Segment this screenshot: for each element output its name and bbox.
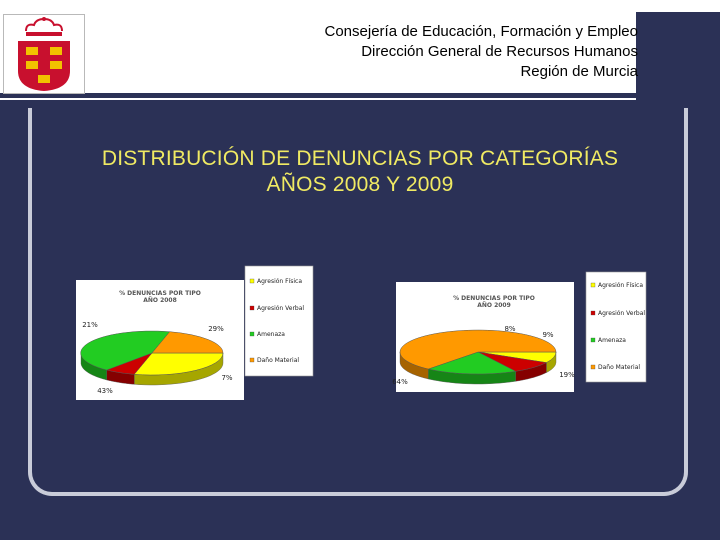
legend-entry: Amenaza — [257, 331, 285, 338]
chart-title: AÑO 2008 — [143, 297, 177, 304]
data-label: 7% — [221, 374, 233, 382]
chart-title: % DENUNCIAS POR TIPO — [453, 295, 535, 302]
legend-swatch — [250, 279, 254, 283]
slide-title-line1: DISTRIBUCIÓN DE DENUNCIAS POR CATEGORÍAS — [101, 147, 619, 170]
legend-entry: Agresión Verbal — [257, 305, 305, 312]
legend-swatch — [591, 311, 595, 315]
legend-swatch — [591, 338, 595, 342]
data-label: 19% — [559, 371, 575, 379]
data-label: 29% — [208, 325, 224, 333]
pie-chart-2008 — [76, 266, 313, 400]
legend-entry: Agresión Física — [598, 282, 643, 289]
data-label: 8% — [504, 325, 516, 333]
header-line-direccion: Dirección General de Recursos Humanos — [361, 43, 638, 60]
header-line-consejeria: Consejería de Educación, Formación y Empleo — [324, 23, 638, 40]
header-line-region: Región de Murcia — [520, 63, 638, 80]
legend-swatch — [250, 306, 254, 310]
pie-chart-2009 — [392, 272, 646, 392]
chart-title: % DENUNCIAS POR TIPO — [119, 290, 201, 297]
legend-swatch — [591, 365, 595, 369]
data-label: 9% — [542, 331, 554, 339]
legend-entry: Daño Material — [257, 357, 300, 364]
legend-entry: Daño Material — [598, 364, 641, 371]
legend-swatch — [250, 358, 254, 362]
slide-title-line2: AÑOS 2008 Y 2009 — [266, 173, 454, 196]
legend-entry: Agresión Verbal — [598, 310, 646, 317]
legend-entry: Amenaza — [598, 337, 626, 344]
legend-swatch — [250, 332, 254, 336]
legend-swatch — [591, 283, 595, 287]
data-label: 21% — [82, 321, 98, 329]
chart-title: AÑO 2009 — [477, 302, 511, 309]
legend-entry: Agresión Física — [257, 278, 302, 285]
data-label: 64% — [392, 378, 408, 386]
data-label: 43% — [97, 387, 113, 395]
